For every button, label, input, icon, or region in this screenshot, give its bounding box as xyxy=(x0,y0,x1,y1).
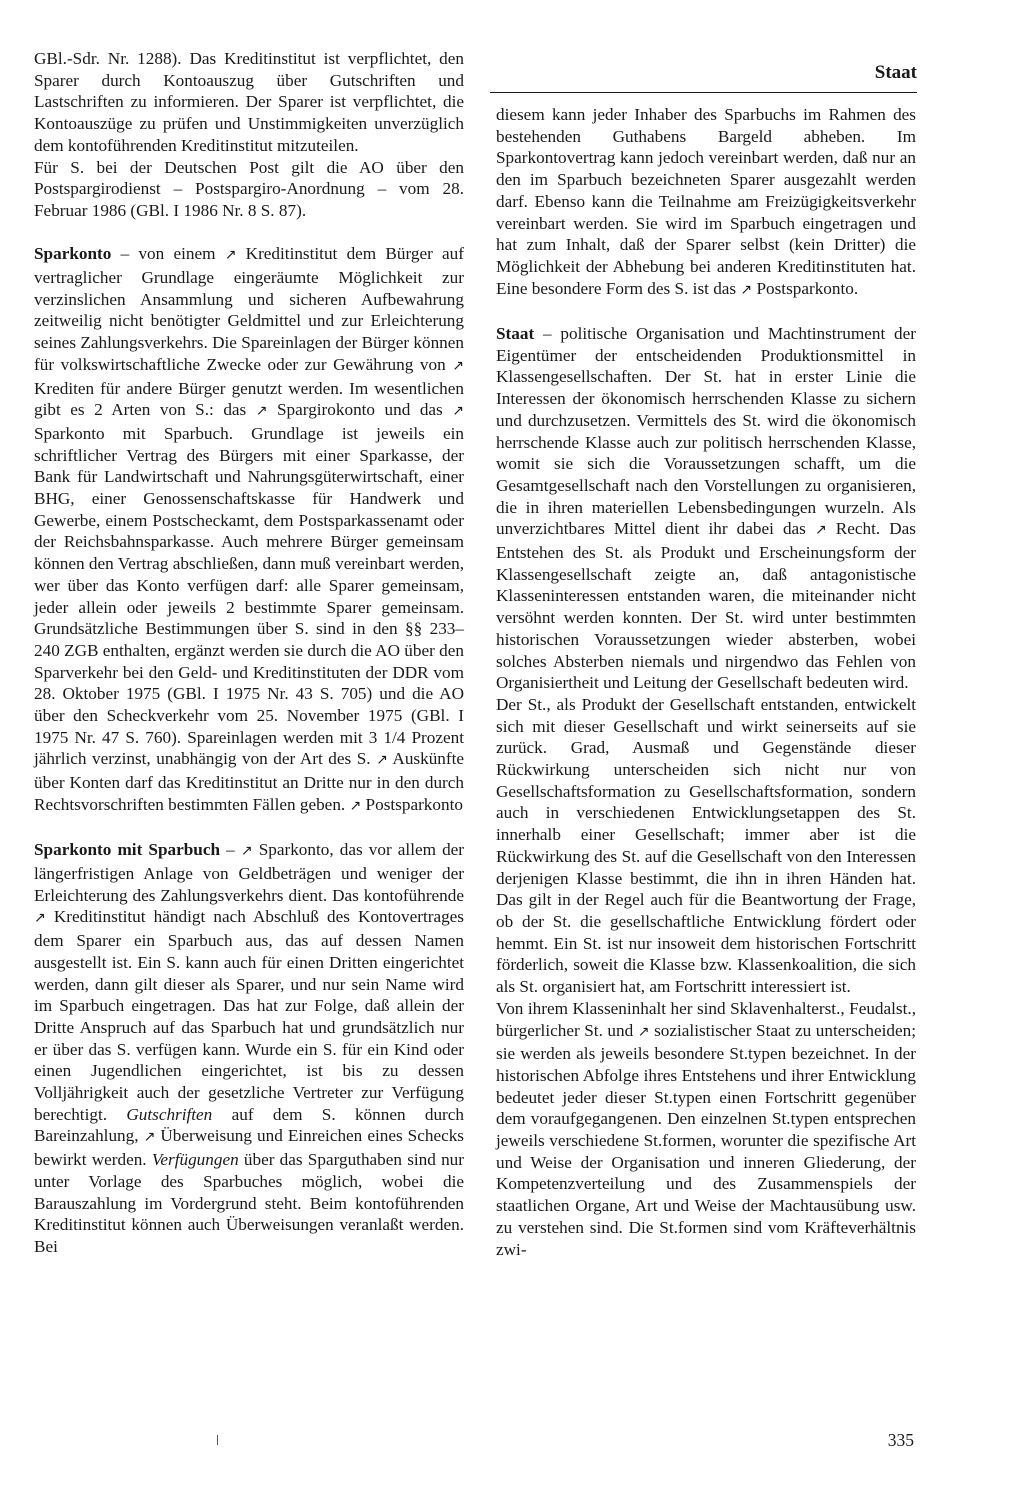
headword: Sparkonto mit Sparbuch xyxy=(34,840,221,860)
cross-reference: sozialistischer Staat xyxy=(649,1020,791,1040)
text: und das xyxy=(375,400,453,420)
cross-reference: Kreditinstitut xyxy=(236,244,338,264)
text: . xyxy=(853,278,859,298)
paragraph xyxy=(496,998,916,1260)
cross-reference: Sparkonto mit Sparbuch xyxy=(34,423,229,443)
print-mark xyxy=(217,1435,218,1445)
running-head xyxy=(490,58,917,93)
text: Der St., als Produkt der Gesellschaft entstanden, entwickelt sich mit dieser Gesellschaft und wirkt seinerseits auf sie zurück. Grad, Ausmaß und Gegenstände dieser Rückwirkung unterscheiden sich nicht nur von Gesellschaftsformation zu Gesellschaftsformation, sondern auch in verschiedenen Entwicklungsetappen des St. innerhalb einer Gesellschaft; immer aber ist die Rückwirkung des St. auf die Gesellschaft von den Interessen derjenigen Klasse bestimmt, die ihn in ihren Händen hat. Das gilt in der Regel auch für die Beantwortung der Frage, ob der St. die gesellschaftliche Entwicklung fördert oder hemmt. Ein St. ist nur insoweit dem historischen Fortschritt förderlich, soweit die Klasse bzw. Klassenkoalition, die sich als St. organisiert hat, am Fortschritt interessiert ist. xyxy=(496,694,916,997)
text: händigt nach Abschluß des Kontovertrages dem Sparer ein Sparbuch aus, das auf dessen Namen ausgestellt ist. Ein S. kann auch für einen Dritten eingerichtet werden, dann gilt dieser als Sparer, und nur sein Name wird im Sparbuch eingetragen. Das hat zur Folge, daß allein der Dritte Anspruch auf das Sparbuch hat und grundsätzlich nur er über das S. verfügen kann. Wurde ein S. für ein Kind oder einen Jugendlichen eingerichtet, ist bis zu dessen Volljährigkeit auch der gesetzliche Vertreter zur Verfügung berechtigt. xyxy=(34,907,464,1124)
cross-reference-arrow-icon: ↗ xyxy=(452,403,464,420)
italic-term: Verfügungen xyxy=(151,1150,239,1170)
text: Für S. bei der Deutschen Post gilt die AO über den Postspargirodienst – Postspargiro-Anordnung – vom 28. Februar 1986 (GBl. I 1986 Nr. 8 S. 87). xyxy=(34,157,464,220)
right-column xyxy=(496,104,916,1260)
text: , das vor allem der längerfristigen Anlage von Geldbeträgen und weniger der Erleichterung des Zahlungsverkehrs dient. Das kontoführende xyxy=(34,840,465,905)
text: – von einem xyxy=(111,244,225,264)
headword: Sparkonto xyxy=(34,244,112,264)
cross-reference-arrow-icon: ↗ xyxy=(143,1129,156,1146)
text: für andere Bürger genutzt werden. Im wesentlichen gibt es 2 Arten von S.: das xyxy=(34,378,464,420)
cross-reference: Postsparkonto xyxy=(752,278,854,298)
text: auf dem S. können durch Bareinzahlung, xyxy=(34,1104,465,1146)
text: Von ihrem Klasseninhalt her sind Sklavenhalterst., Feudalst., bürgerlicher St. und xyxy=(496,998,916,1040)
cross-reference: Postsparkonto xyxy=(361,794,463,814)
text: zu unterscheiden; sie werden als jeweils besondere St.typen bezeichnet. In der historischen Abfolge ihres Entstehens und ihrer Entwicklung bedeutet jeder dieser St.typen einen Fortschritt gegenüber dem voraufgegangenen. Den einzelnen St.typen entsprechen jeweils verschiedene St.formen, worunter die spezifische Art und Weise der Organisation und inneren Gliederung, der Kompetenzverteilung und des Zusammenspiels der staatlichen Organe, Art und Weise der Machtausübung usw. zu verstehen sind. Die St.formen sind vom Kräfteverhältnis zwi- xyxy=(496,1020,916,1259)
text: und Einreichen eines Schecks bewirkt werden. xyxy=(34,1126,464,1170)
running-head-title: Staat xyxy=(874,62,917,83)
cross-reference-arrow-icon: ↗ xyxy=(376,752,388,769)
page-number: 335 xyxy=(887,1430,914,1450)
paragraph xyxy=(34,157,464,222)
text: . Grundlage ist jeweils ein schriftlicher Vertrag des Bürgers mit einer Sparkasse, der Bank für Landwirtschaft und Nahrungsgüterwirtschaft, einer BHG, einer Genossenschaftskasse für Handwerk und Gewerbe, einem Postscheckamt, dem Postsparkassenamt oder der Reichsbahnsparkasse. Auch mehrere Bürger gemeinsam können den Vertrag abschließen, dann muß vereinbart werden, wer über das Konto verfügen darf: alle Sparer gemeinsam, jeder allein oder jeweils 2 bestimmte Sparer gemeinsam. Grundsätzliche Bestimmungen über S. sind in den §§ 233–240 ZGB enthalten, ergänzt werden sie durch die AO über den Sparverkehr bei den Geld- und Kreditinstituten der DDR vom 28. Oktober 1975 (GBl. I 1975 Nr. 43 S. 705) und die AO über den Scheckverkehr vom 25. November 1975 (GBl. I 1975 Nr. 47 S. 760). Spareinlagen werden mit 3 1/4 Prozent jährlich verzinst, unabhängig von der Art des S. xyxy=(34,423,464,769)
entry-sparkonto-mit-sparbuch xyxy=(34,839,464,1257)
text: über Konten darf das Kreditinstitut an Dritte nur in den durch Rechtsvorschriften bestimmten Fällen geben. xyxy=(34,773,464,814)
text: . Das Entstehen des St. als Produkt und Erscheinungsform der Klassengesellschaft zeigte an, daß antagonistische Klasseninteressen entstanden waren, die miteinander nicht versöhnt werden konnten. Der St. wird unter bestimmten historischen Voraussetzungen wieder absterben, wobei solches Absterben niemals und nirgendwo das Fehlen von Organisiertheit und Leitung der Gesellschaft bedeuten wird. xyxy=(496,519,916,693)
cross-reference-arrow-icon: ↗ xyxy=(740,281,753,298)
cross-reference: Sparkonto xyxy=(252,840,330,860)
cross-reference-arrow-icon: ↗ xyxy=(240,843,253,860)
headword: Staat xyxy=(496,324,535,344)
paragraph xyxy=(496,694,916,998)
text: – politische Organisation und Machtinstrument der Eigentümer der entscheidenden Produktionsmittel in Klassengesellschaften. Der St. hat in erster Linie die Interessen der ökonomisch herrschenden Klasse zu sichern und durchzusetzen. Vermittels des St. wird die ökonomisch herrschende Klasse auch zur politisch herrschenden Klasse, womit sie sich die Voraussetzungen schafft, um die Gesamtgesellschaft nach den Vorstellungen zu organisieren, die in ihren materiellen Lebensbedingungen wurzeln. Als unverzichtbares Mittel dient ihr dabei das xyxy=(496,324,916,539)
text: über das Sparguthaben sind nur unter Vorlage des Sparbuches möglich, wobei die Barauszahlung im Vordergrund steht. Beim kontoführenden Kreditinstitut können auch Überweisungen veranlaßt werden. Bei xyxy=(34,1150,464,1256)
entry-staat xyxy=(496,323,916,694)
cross-reference: Recht xyxy=(826,519,876,539)
paragraph xyxy=(34,48,464,157)
cross-reference-arrow-icon: ↗ xyxy=(224,247,237,264)
cross-reference: Überweisung xyxy=(155,1126,252,1146)
cross-reference-arrow-icon: ↗ xyxy=(814,522,827,539)
text: diesem kann jeder Inhaber des Sparbuchs im Rahmen des bestehenden Guthabens Bargeld abheben. Im Sparkontovertrag kann jedoch vereinbart werden, daß nur an den im Sparbuch bezeichneten Sparer ausgezahlt werden darf. Ebenso kann die Teilnahme am Freizügigkeitsverkehr vereinbart werden. Sie wird im Sparbuch eingetragen und hat zum Inhalt, daß der Sparer selbst (kein Dritter) die Möglichkeit der Abhebung bei anderen Kreditinstituten hat. Eine besondere Form des S. ist das xyxy=(496,105,916,298)
cross-reference-arrow-icon: ↗ xyxy=(452,357,464,374)
text: dem Bürger auf vertraglicher Grundlage eingeräumte Möglichkeit zur verzinslichen Ansammlung und sicheren Aufbewahrung zeitweilig nicht benötigter Geldmittel und zur Erleichterung seines Zahlungsverkehrs. Die Spareinlagen der Bürger können für volkswirtschaftliche Zwecke oder zur Gewährung von xyxy=(34,244,464,374)
cross-reference-arrow-icon: ↗ xyxy=(255,403,268,420)
cross-reference: Auskünfte xyxy=(387,749,465,769)
cross-reference: Kreditinstitut xyxy=(45,907,146,927)
continuation-paragraph xyxy=(496,104,916,301)
cross-reference: Spargirokonto xyxy=(267,400,376,420)
left-column xyxy=(34,48,464,1258)
cross-reference-arrow-icon: ↗ xyxy=(34,910,46,927)
entry-sparkonto xyxy=(34,243,464,817)
text: GBl.-Sdr. Nr. 1288). Das Kreditinstitut ist verpflichtet, den Sparer durch Kontoauszug über Gutschriften und Lastschriften zu informieren. Der Sparer ist verpflichtet, die Kontoauszüge zu prüfen und Unstimmigkeiten unverzüglich dem kontoführenden Kreditinstitut mitzuteilen. xyxy=(34,49,464,155)
text: – xyxy=(220,840,241,860)
cross-reference: Krediten xyxy=(34,378,95,398)
italic-term: Gutschriften xyxy=(126,1104,213,1124)
cross-reference-arrow-icon: ↗ xyxy=(349,797,362,814)
cross-reference-arrow-icon: ↗ xyxy=(637,1023,650,1040)
